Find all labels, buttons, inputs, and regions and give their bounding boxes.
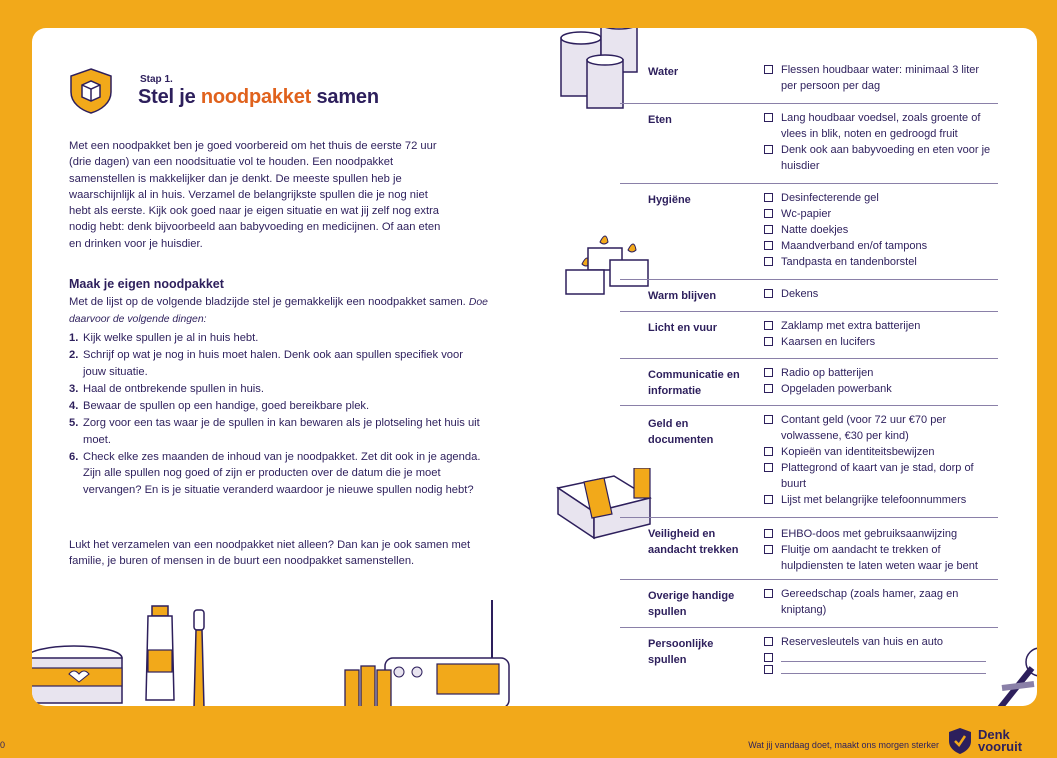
checklist-item [764, 190, 996, 206]
checklist-row [620, 312, 998, 359]
checklist-item [764, 526, 996, 542]
checklist-row [620, 406, 998, 518]
checkbox-icon[interactable] [764, 589, 773, 598]
write-in-line[interactable] [781, 662, 986, 674]
step-item [69, 415, 489, 448]
step-item [69, 398, 489, 414]
step-number: 3. [69, 382, 79, 395]
step-text: Haal de ontbrekende spullen in huis. [83, 382, 264, 395]
title-highlight: noodpakket [200, 86, 312, 108]
checklist-item-text: Zaklamp met extra batterijen [781, 320, 921, 332]
checklist-category: Hygiëne [648, 194, 691, 206]
checklist-item-text: Natte doekjes [781, 224, 849, 236]
checklist-row [620, 184, 998, 280]
checklist-item [764, 110, 996, 142]
step-item [69, 330, 489, 346]
step-text: Check elke zes maanden de inhoud van je noodpakket. Zet dit ook in je agenda. Zijn alle spullen nog goed of zijn er producten over de datum die je moet vervangen? En is je situatie veranderd waardoor je nieuwe spullen nodig hebt? [83, 451, 481, 496]
checklist-item-text: Gereedschap (zoals hamer, zaag en kniptang) [781, 588, 959, 616]
lead-instruction: Doe daarvoor de volgende dingen: [69, 297, 488, 326]
checklist-item-text: Lang houdbaar voedsel, zoals groente of vlees in blik, noten en gedroogd fruit [781, 112, 981, 140]
checkbox-icon[interactable] [764, 225, 773, 234]
checklist-item-text: Kaarsen en lucifers [781, 336, 876, 348]
checkbox-icon[interactable] [764, 545, 773, 554]
checklist-items [764, 526, 996, 574]
checklist-item-text: EHBO-doos met gebruiksaanwijzing [781, 528, 958, 540]
checklist-item [764, 634, 996, 650]
checklist-item [764, 142, 996, 174]
checklist-category: Warm blijven [648, 290, 717, 302]
checklist-category: Licht en vuur [648, 322, 718, 334]
checklist-item [764, 254, 996, 270]
steps-list [69, 330, 489, 499]
checkbox-icon[interactable] [764, 447, 773, 456]
checklist-item [764, 492, 996, 508]
checklist-items [764, 586, 996, 618]
checklist-category: Eten [648, 114, 672, 126]
checklist-item-text: Flessen houdbaar water: minimaal 3 liter per persoon per dag [781, 64, 980, 92]
checklist-category: Communicatie en informatie [648, 369, 740, 397]
step-item [69, 449, 489, 498]
checklist-item [764, 238, 996, 254]
checklist-item-text: Dekens [781, 288, 819, 300]
checklist-items [764, 190, 996, 270]
radio-batteries-illustration [337, 598, 517, 706]
step-number: 4. [69, 400, 79, 413]
checkbox-icon[interactable] [764, 529, 773, 538]
page-title: Stel je noodpakket samen [138, 86, 379, 108]
page-number: 0 [0, 740, 6, 750]
brand-logo [948, 727, 1022, 755]
step-item [69, 381, 489, 397]
checkbox-icon[interactable] [764, 337, 773, 346]
step-number: 5. [69, 417, 79, 430]
checklist-item-text: Contant geld (voor 72 uur €70 per volwassene, €30 per kind) [781, 414, 947, 442]
checkbox-icon[interactable] [764, 289, 773, 298]
checklist-item-text: Radio op batterijen [781, 367, 874, 379]
checklist-category: Veiligheid en aandacht trekken [648, 528, 739, 556]
checklist-items [764, 286, 996, 302]
checklist-item [764, 62, 996, 94]
checklist-row [620, 518, 998, 580]
checklist-item-text: Reservesleutels van huis en auto [781, 636, 944, 648]
checklist-item [764, 444, 996, 460]
checklist-category: Persoonlijke spullen [648, 638, 714, 666]
checklist-item-text: Desinfecterende gel [781, 192, 879, 204]
checkbox-icon[interactable] [764, 193, 773, 202]
package-shield-icon [70, 68, 112, 114]
checklist-item [764, 222, 996, 238]
step-text: Kijk welke spullen je al in huis hebt. [83, 332, 259, 344]
checklist-row [620, 359, 998, 406]
checkbox-icon[interactable] [764, 241, 773, 250]
checkbox-icon[interactable] [764, 463, 773, 472]
checklist-item [764, 662, 996, 674]
checklist-item [764, 206, 996, 222]
checklist-item-text: Fluitje om aandacht te trekken of hulpdiensten te laten weten waar je bent [781, 544, 978, 572]
shield-check-icon [948, 727, 972, 755]
step-number: 6. [69, 451, 79, 464]
step-text: Bewaar de spullen op een handige, goed bereikbare plek. [83, 400, 370, 413]
checklist-item-text: Denk ook aan babyvoeding en eten voor je huisdier [781, 144, 991, 172]
checklist-item [764, 365, 996, 381]
checklist-item-text: Opgeladen powerbank [781, 383, 892, 395]
intro-paragraph: Met een noodpakket ben je goed voorbereid om het thuis de eerste 72 uur (drie dagen) van een noodsituatie vol te houden. Een noodpakket samenstellen is makkelijker dan je denkt. De meeste spullen heb je waarschijnlijk al in huis. Verzamel de belangrijkste spullen die je nog niet hebt als eerste. Kijk ook goed naar je eigen situatie en wat jij zelf nog extra nodig hebt: denk bijvoorbeeld aan babyvoeding en medicijnen. Of aan eten en drinken voor je huisdier. [69, 140, 441, 250]
closing-paragraph: Lukt het verzamelen van een noodpakket niet alleen? Dan kan je ook samen met familie, je buren of mensen in de buurt een noodpakket samenstellen. [69, 539, 471, 568]
lead-paragraph: Met de lijst op de volgende bladzijde stel je gemakkelijk een noodpakket samen. Doe daarvoor de volgende dingen: [69, 296, 488, 326]
checkbox-icon[interactable] [764, 415, 773, 424]
checkbox-icon[interactable] [764, 384, 773, 393]
checklist-item-text: Tandpasta en tandenborstel [781, 256, 917, 268]
checklist-items [764, 318, 996, 350]
checklist-items [764, 110, 996, 174]
checkbox-icon[interactable] [764, 321, 773, 330]
step-label: Stap 1. [140, 74, 173, 85]
checklist-item [764, 460, 996, 492]
checklist-item [764, 412, 996, 444]
brand-line2: vooruit [978, 739, 1023, 754]
checklist-items [764, 634, 996, 674]
checkbox-icon[interactable] [764, 257, 773, 266]
checklist-item [764, 542, 996, 574]
page-sheet [32, 28, 1037, 706]
checkbox-icon[interactable] [764, 113, 773, 122]
brand-line1: Denk [978, 727, 1010, 742]
step-text: Schrijf op wat je nog in huis moet halen. Denk ook aan spullen specifiek voor jouw situatie. [83, 349, 463, 378]
checkbox-icon[interactable] [764, 495, 773, 504]
checkbox-icon[interactable] [764, 665, 773, 674]
checklist-row [620, 280, 998, 312]
checklist-category: Geld en documenten [648, 418, 714, 446]
checklist-row [620, 580, 998, 628]
keys-illustration [992, 638, 1037, 706]
checklist-item [764, 318, 996, 334]
checklist-item [764, 586, 996, 618]
checklist-row [620, 104, 998, 184]
checklist-category: Water [648, 66, 679, 78]
checkbox-icon[interactable] [764, 209, 773, 218]
checklist-row [620, 628, 998, 688]
checklist-item-text: Lijst met belangrijke telefoonnummers [781, 494, 967, 506]
checklist-item [764, 381, 996, 397]
checklist-item-text: Maandverband en/of tampons [781, 240, 928, 252]
step-item [69, 347, 489, 380]
checkbox-icon[interactable] [764, 65, 773, 74]
step-text: Zorg voor een tas waar je de spullen in kan bewaren als je plotseling het huis uit moet. [83, 417, 480, 446]
checkbox-icon[interactable] [764, 145, 773, 154]
checklist-category: Overige handige spullen [648, 590, 735, 618]
step-number: 2. [69, 349, 79, 362]
toilet-roll-illustration [32, 628, 149, 706]
checkbox-icon[interactable] [764, 637, 773, 646]
checkbox-icon[interactable] [764, 653, 773, 662]
checklist-item-text: Plattegrond of kaart van je stad, dorp of buurt [781, 462, 974, 490]
checklist-items [764, 412, 996, 508]
checklist-item [764, 650, 996, 662]
section-heading: Maak je eigen noodpakket [69, 277, 224, 291]
checklist-items [764, 365, 996, 397]
checklist-item [764, 334, 996, 350]
step-number: 1. [69, 332, 79, 344]
checklist-items [764, 62, 996, 94]
checklist-row [620, 56, 998, 104]
checkbox-icon[interactable] [764, 368, 773, 377]
write-in-line[interactable] [781, 650, 986, 662]
checklist-item-text: Kopieën van identiteitsbewijzen [781, 446, 935, 458]
toothpaste-brush-illustration [140, 600, 220, 706]
footer-tagline: Wat jij vandaag doet, maakt ons morgen sterker [748, 740, 939, 750]
checklist-item [764, 286, 996, 302]
checklist-item-text: Wc-papier [781, 208, 832, 220]
